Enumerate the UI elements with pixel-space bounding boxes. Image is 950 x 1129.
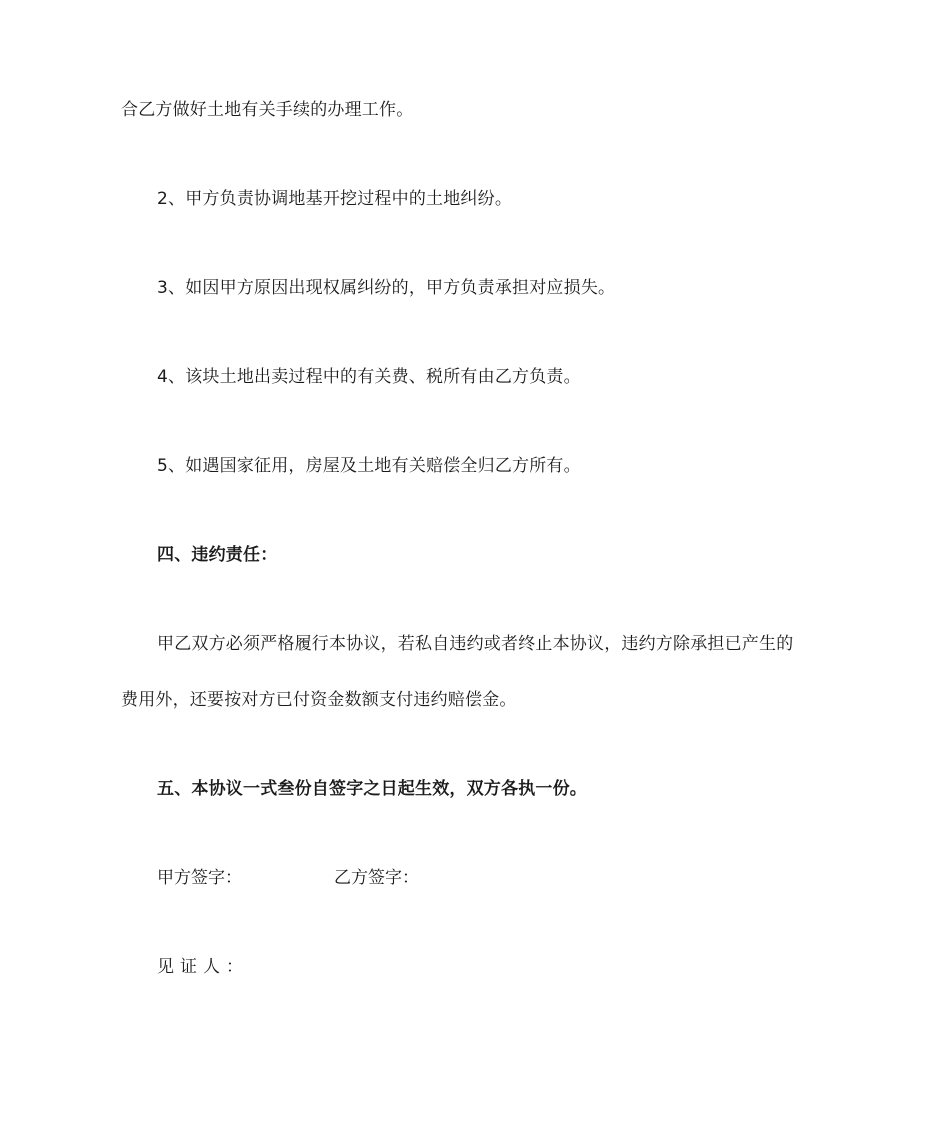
clause-item-4: 4、该块土地出卖过程中的有关费、税所有由乙方负责。 — [157, 367, 581, 387]
continuation-line: 合乙方做好土地有关手续的办理工作。 — [121, 100, 414, 120]
clause-item-3: 3、如因甲方原因出现权属纠纷的，甲方负责承担对应损失。 — [157, 278, 616, 298]
section-4-paragraph-line-2: 费用外，还要按对方已付资金数额支付违约赔偿金。 — [121, 690, 517, 710]
section-5-heading: 五、本协议一式叁份自签字之日起生效，双方各执一份。 — [157, 779, 587, 799]
party-a-signature-label: 甲方签字： — [157, 868, 242, 888]
party-b-signature-label: 乙方签字： — [334, 868, 419, 888]
section-4-paragraph-line-1: 甲乙双方必须严格履行本协议，若私自违约或者终止本协议，违约方除承担已产生的 — [157, 634, 794, 654]
clause-item-5: 5、如遇国家征用，房屋及土地有关赔偿全归乙方所有。 — [157, 456, 581, 476]
clause-item-2: 2、甲方负责协调地基开挖过程中的土地纠纷。 — [157, 189, 513, 209]
section-4-heading: 四、违约责任： — [157, 545, 278, 565]
witness-label: 见证人： — [157, 957, 249, 977]
